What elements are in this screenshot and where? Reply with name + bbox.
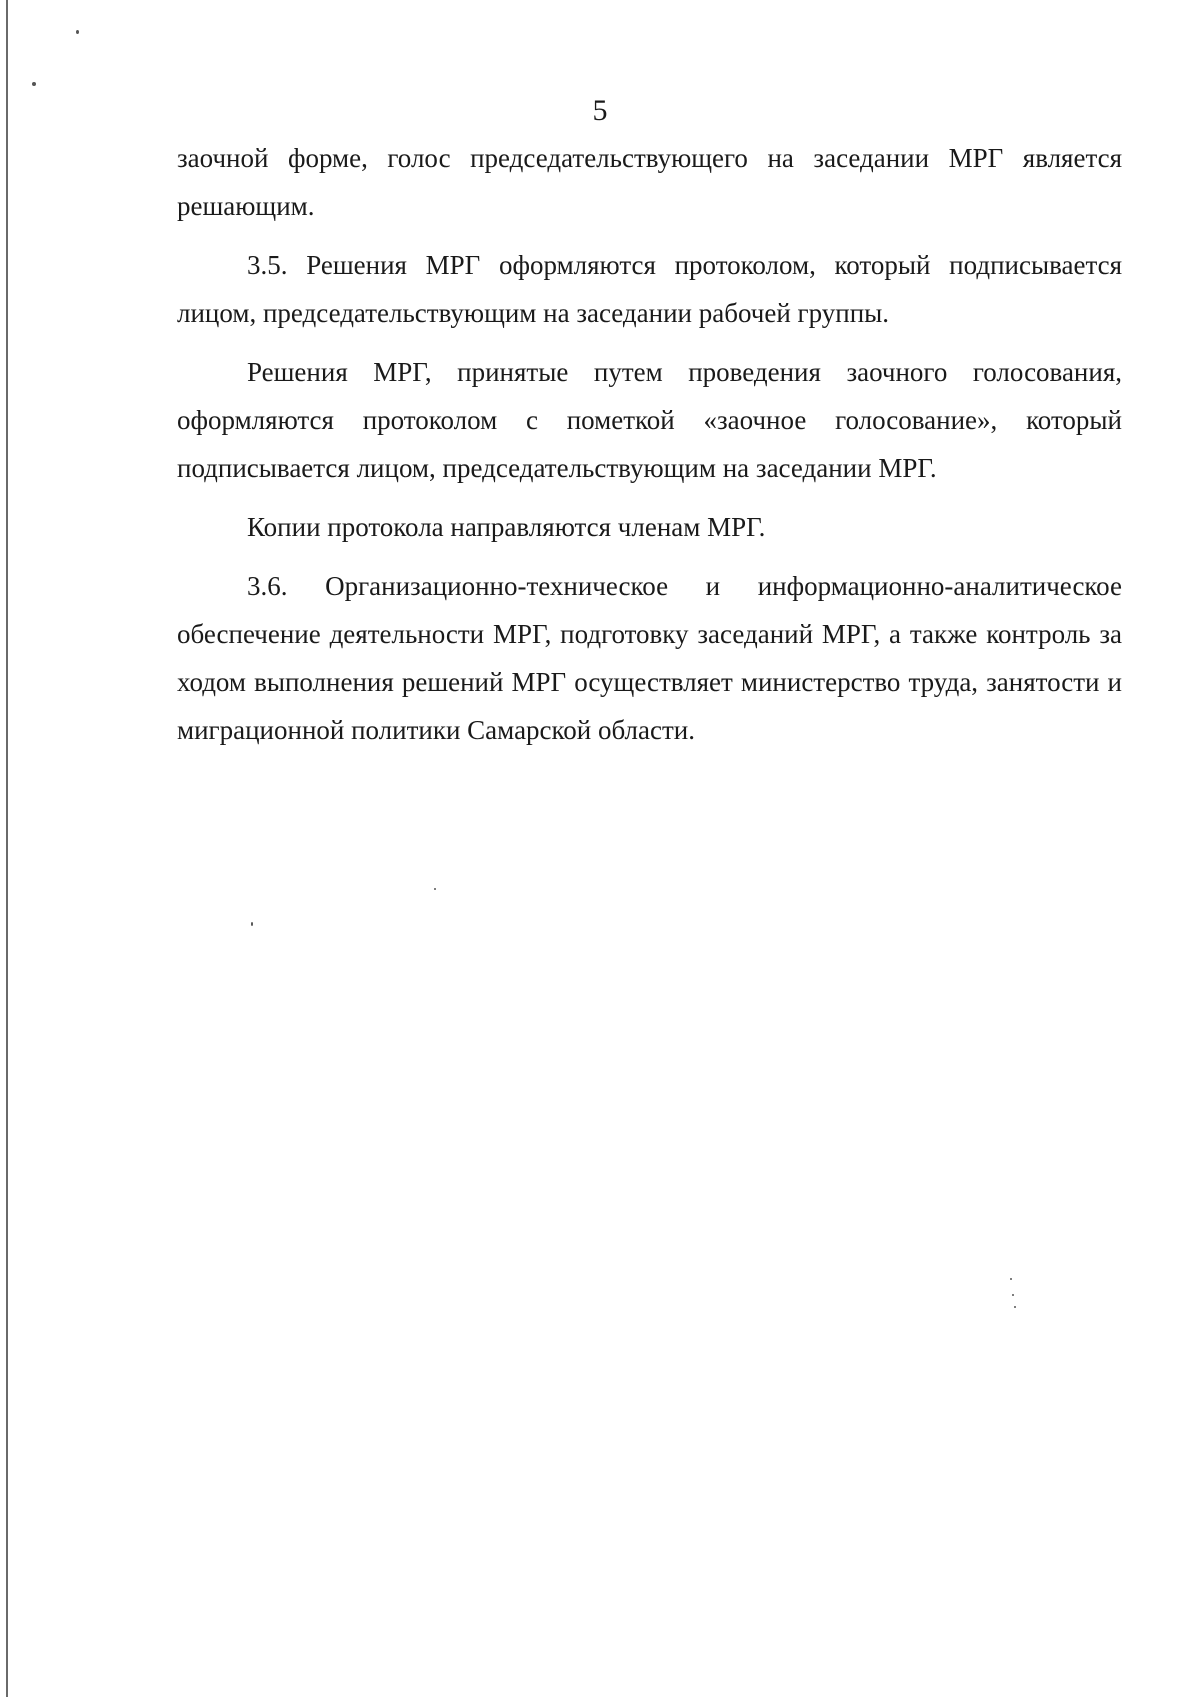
paragraph-3-6: 3.6. Организационно-техническое и информационно-аналитическое обеспечение деятельности МРГ, подготовку заседаний МРГ, а также контроль за ходом выполнения решений МРГ осуществляет министерство труда, занятости и миграционной политики Самарской области. bbox=[177, 571, 1122, 745]
page-number: 5 bbox=[592, 94, 608, 127]
paragraph-continuation: заочной форме, голос председательствующего на заседании МРГ является решающим. bbox=[177, 143, 1122, 221]
scan-speck bbox=[1012, 1294, 1014, 1296]
paragraph-absentee-vote: Решения МРГ, принятые путем проведения заочного голосования, оформляются протоколом с пометкой «заочное голосование», который подписывается лицом, председательствующим на заседании МРГ. bbox=[177, 357, 1122, 483]
scan-speck bbox=[251, 922, 253, 926]
paragraph-3-5: 3.5. Решения МРГ оформляются протоколом, который подписывается лицом, председательствующим на заседании рабочей группы. bbox=[177, 250, 1122, 328]
scan-edge-line bbox=[6, 0, 8, 1697]
paragraph-protocol-copies: Копии протокола направляются членам МРГ. bbox=[247, 512, 766, 542]
scan-speck bbox=[76, 30, 79, 34]
scan-speck bbox=[434, 888, 436, 890]
document-body bbox=[177, 134, 1122, 765]
scan-speck bbox=[32, 82, 36, 86]
scan-speck bbox=[1014, 1306, 1016, 1308]
scan-speck bbox=[1010, 1278, 1012, 1280]
